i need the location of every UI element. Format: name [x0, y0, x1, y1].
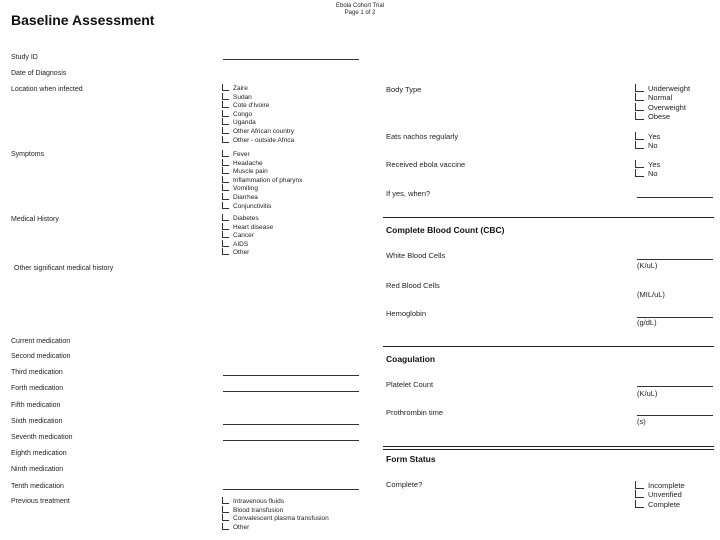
- prothrombin-unit: (s): [637, 417, 646, 426]
- wbc-field[interactable]: [637, 259, 713, 260]
- medication-label-7: Seventh medication: [11, 434, 73, 441]
- location-label: Location when infected: [11, 86, 83, 93]
- medication-label-9: Ninth medication: [11, 466, 64, 473]
- body-type-option[interactable]: Underweight: [635, 84, 690, 93]
- checkbox[interactable]: [222, 176, 229, 183]
- location-options: [222, 84, 294, 144]
- section-divider: [383, 217, 714, 218]
- checkbox[interactable]: [222, 167, 229, 174]
- checkbox[interactable]: [222, 497, 229, 504]
- checkbox[interactable]: [222, 127, 229, 134]
- checkbox[interactable]: [222, 202, 229, 209]
- location-option[interactable]: Cote d'Ivoire: [222, 101, 294, 110]
- medication-field-10[interactable]: [223, 489, 359, 490]
- study-id-label: Study ID: [11, 54, 38, 61]
- vaccine-label: Received ebola vaccine: [386, 160, 466, 169]
- section-divider: [383, 346, 714, 347]
- body-type-option[interactable]: Overweight: [635, 103, 690, 112]
- history-option[interactable]: Heart disease: [222, 223, 273, 232]
- wbc-unit: (K/uL): [637, 261, 658, 270]
- medication-label-8: Eighth medication: [11, 450, 67, 457]
- checkbox[interactable]: [222, 248, 229, 255]
- treatment-options: [222, 497, 329, 531]
- section-divider: [383, 449, 714, 450]
- history-options: [222, 214, 273, 257]
- medical-history-label: Medical History: [11, 216, 59, 223]
- rbc-label: Red Blood Cells: [386, 281, 440, 290]
- study-id-field[interactable]: [223, 59, 359, 60]
- previous-treatment-label: Previous treatment: [11, 498, 70, 505]
- symptoms-label: Symptoms: [11, 151, 45, 158]
- medication-label-1: Current medication: [11, 338, 71, 345]
- history-option[interactable]: Other: [222, 248, 273, 257]
- checkbox[interactable]: [222, 150, 229, 157]
- location-option[interactable]: Zaire: [222, 84, 294, 93]
- prothrombin-label: Prothrombin time: [386, 408, 444, 417]
- history-option[interactable]: AIDS: [222, 240, 273, 249]
- platelet-unit: (K/uL): [637, 389, 658, 398]
- rbc-unit: (MIL/uL): [637, 290, 665, 299]
- hemoglobin-unit: (g/dL): [637, 318, 657, 327]
- checkbox[interactable]: [635, 160, 644, 168]
- platelet-label: Platelet Count: [386, 380, 434, 389]
- checkbox[interactable]: [635, 169, 644, 177]
- checkbox[interactable]: [222, 110, 229, 117]
- vaccine-date-field[interactable]: [637, 197, 713, 198]
- checkbox[interactable]: [222, 231, 229, 238]
- checkbox[interactable]: [222, 506, 229, 513]
- checkbox[interactable]: [222, 523, 229, 530]
- prothrombin-field[interactable]: [637, 415, 713, 416]
- checkbox[interactable]: [635, 500, 644, 508]
- complete-option[interactable]: Unverified: [635, 490, 685, 499]
- symptom-option[interactable]: Vomiting: [222, 184, 302, 193]
- checkbox[interactable]: [222, 514, 229, 521]
- symptom-option[interactable]: Fever: [222, 150, 302, 159]
- symptom-option[interactable]: Conjunctivitis: [222, 202, 302, 211]
- checkbox[interactable]: [222, 101, 229, 108]
- medication-field-6[interactable]: [223, 424, 359, 425]
- location-option[interactable]: Other - outside Africa: [222, 136, 294, 145]
- trial-name: Ebola Cohort Trial: [335, 3, 385, 9]
- hemoglobin-label: Hemoglobin: [386, 309, 427, 318]
- checkbox[interactable]: [222, 240, 229, 247]
- location-option[interactable]: Uganda: [222, 118, 294, 127]
- vaccine-option[interactable]: No: [635, 169, 660, 178]
- checkbox[interactable]: [635, 103, 644, 111]
- location-option[interactable]: Congo: [222, 110, 294, 119]
- treatment-option[interactable]: Blood transfusion: [222, 506, 329, 515]
- history-option[interactable]: Diabetes: [222, 214, 273, 223]
- medication-label-6: Sixth medication: [11, 418, 63, 425]
- body-type-options: [635, 84, 690, 122]
- checkbox[interactable]: [635, 490, 644, 498]
- checkbox[interactable]: [222, 214, 229, 221]
- checkbox[interactable]: [222, 159, 229, 166]
- treatment-option[interactable]: Intravenous fluids: [222, 497, 329, 506]
- symptom-options: [222, 150, 302, 210]
- body-type-option[interactable]: Normal: [635, 93, 690, 102]
- complete-option[interactable]: Incomplete: [635, 481, 685, 490]
- page-number: Page 1 of 2: [344, 10, 376, 16]
- symptom-option[interactable]: Headache: [222, 159, 302, 168]
- coagulation-section-title: Coagulation: [386, 354, 436, 364]
- treatment-option[interactable]: Other: [222, 523, 329, 532]
- medication-field-3[interactable]: [223, 375, 359, 376]
- nacho-option[interactable]: No: [635, 141, 660, 150]
- vaccine-options: [635, 160, 660, 179]
- checkbox[interactable]: [222, 136, 229, 143]
- checkbox[interactable]: [635, 84, 644, 92]
- platelet-field[interactable]: [637, 386, 713, 387]
- checkbox[interactable]: [222, 223, 229, 230]
- checkbox[interactable]: [222, 184, 229, 191]
- nacho-option[interactable]: Yes: [635, 132, 660, 141]
- complete-options: [635, 481, 685, 509]
- date-diagnosis-label: Date of Diagnosis: [11, 70, 67, 77]
- symptom-option[interactable]: Diarrhea: [222, 193, 302, 202]
- checkbox[interactable]: [635, 141, 644, 149]
- checkbox[interactable]: [222, 84, 229, 91]
- vaccine-option[interactable]: Yes: [635, 160, 660, 169]
- checkbox[interactable]: [222, 193, 229, 200]
- checkbox[interactable]: [222, 118, 229, 125]
- checkbox[interactable]: [635, 132, 644, 140]
- medication-field-4[interactable]: [223, 391, 359, 392]
- if-yes-when-label: If yes, when?: [386, 189, 431, 198]
- other-history-label: Other significant medical history: [14, 265, 114, 272]
- location-option[interactable]: Other African country: [222, 127, 294, 136]
- checkbox[interactable]: [635, 481, 644, 489]
- medication-label-2: Second medication: [11, 353, 71, 360]
- medication-label-3: Third medication: [11, 369, 63, 376]
- checkbox[interactable]: [635, 93, 644, 101]
- nacho-options: [635, 132, 660, 151]
- page-title: Baseline Assessment: [11, 12, 155, 28]
- body-type-option[interactable]: Obese: [635, 112, 690, 121]
- treatment-option[interactable]: Convalescent plasma transfusion: [222, 514, 329, 523]
- form-status-section-title: Form Status: [386, 454, 436, 464]
- medication-label-4: Forth medication: [11, 385, 64, 392]
- section-divider: [383, 446, 714, 447]
- medication-label-10: Tenth medication: [11, 483, 64, 490]
- complete-label: Complete?: [386, 480, 423, 489]
- wbc-label: White Blood Cells: [386, 251, 446, 260]
- body-type-label: Body Type: [386, 85, 422, 94]
- medication-label-5: Fifth medication: [11, 402, 61, 409]
- checkbox[interactable]: [635, 112, 644, 120]
- location-option[interactable]: Sudan: [222, 93, 294, 102]
- symptom-option[interactable]: Inflammation of pharynx: [222, 176, 302, 185]
- eats-nachos-label: Eats nachos regularly: [386, 132, 459, 141]
- complete-option[interactable]: Complete: [635, 500, 685, 509]
- symptom-option[interactable]: Muscle pain: [222, 167, 302, 176]
- history-option[interactable]: Cancer: [222, 231, 273, 240]
- medication-field-7[interactable]: [223, 440, 359, 441]
- cbc-section-title: Complete Blood Count (CBC): [386, 225, 505, 235]
- checkbox[interactable]: [222, 93, 229, 100]
